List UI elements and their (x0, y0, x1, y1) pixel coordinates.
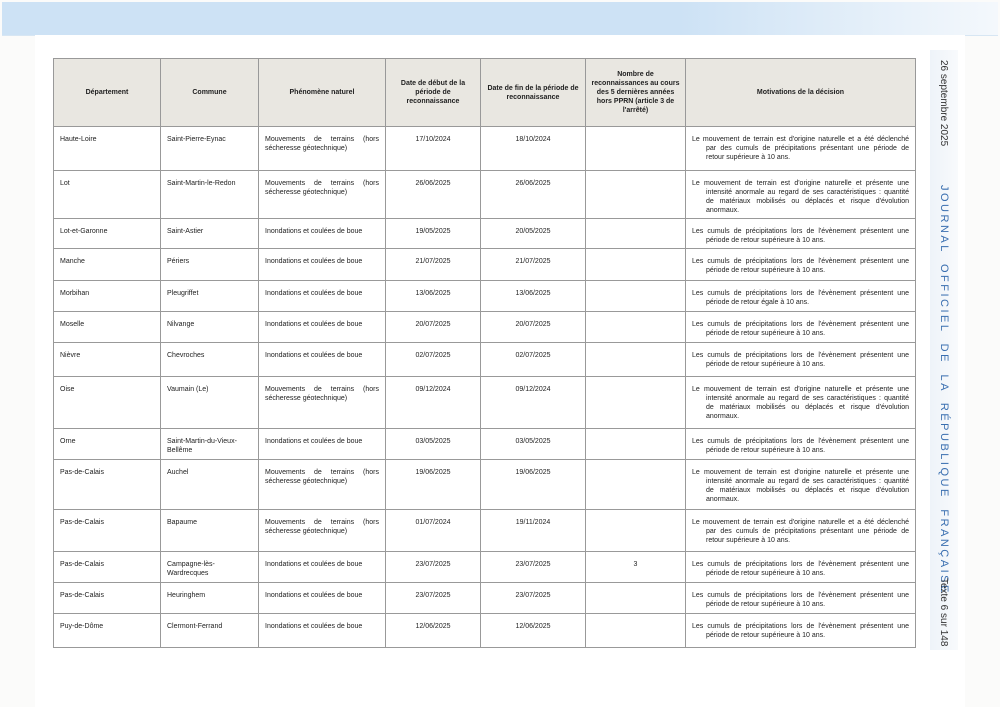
table-row (54, 343, 916, 377)
date-fin-cell: 23/07/2025 (481, 583, 586, 614)
departement-cell: Oise (54, 377, 161, 429)
header-nombre-reconnaissances: Nombre de reconnaissances au cours des 5 dernières années hors PPRN (article 3 de l'arrêté) (586, 59, 686, 127)
page-indicator: Texte 6 sur 148 (938, 578, 949, 647)
date-debut-cell: 26/06/2025 (386, 171, 481, 219)
nombre-cell (586, 510, 686, 552)
motivations-cell: Le mouvement de terrain est d'origine naturelle et présente une intensité anormale au regard de ses caractéristiques : quantité de matériaux mobilisés ou déplacés et risque d'évolution anormaux. (686, 377, 916, 429)
commune-cell: Saint-Pierre-Eynac (161, 127, 259, 171)
phenomene-cell: Inondations et coulées de boue (259, 343, 386, 377)
motivations-cell: Les cumuls de précipitations lors de l'évènement présentent une période de retour supérieure à 10 ans. (686, 249, 916, 281)
viewer-top-bar (2, 2, 998, 36)
motivations-cell: Les cumuls de précipitations lors de l'évènement présentent une période de retour égale à 10 ans. (686, 281, 916, 312)
motivations-cell: Les cumuls de précipitations lors de l'évènement présentent une période de retour supérieure à 10 ans. (686, 614, 916, 648)
publication-date: 26 septembre 2025 (938, 60, 949, 147)
phenomene-cell: Inondations et coulées de boue (259, 429, 386, 460)
commune-cell: Heuringhem (161, 583, 259, 614)
motivations-cell: Les cumuls de précipitations lors de l'évènement présentent une période de retour supérieure à 10 ans. (686, 583, 916, 614)
header-date-fin: Date de fin de la période de reconnaissance (481, 59, 586, 127)
departement-cell: Pas-de-Calais (54, 510, 161, 552)
date-fin-cell: 12/06/2025 (481, 614, 586, 648)
nombre-cell: 3 (586, 552, 686, 583)
nombre-cell (586, 127, 686, 171)
departement-cell: Pas-de-Calais (54, 583, 161, 614)
phenomene-cell: Inondations et coulées de boue (259, 312, 386, 343)
date-debut-cell: 23/07/2025 (386, 552, 481, 583)
motivations-cell: Le mouvement de terrain est d'origine naturelle et a été déclenché par des cumuls de précipitations présentant une période de retour supérieure à 10 ans. (686, 510, 916, 552)
nombre-cell (586, 583, 686, 614)
date-debut-cell: 17/10/2024 (386, 127, 481, 171)
table-row (54, 249, 916, 281)
commune-cell: Nilvange (161, 312, 259, 343)
catnat-table (53, 58, 916, 648)
table-row (54, 460, 916, 510)
departement-cell: Manche (54, 249, 161, 281)
departement-cell: Nièvre (54, 343, 161, 377)
motivations-cell: Les cumuls de précipitations lors de l'évènement présentent une période de retour supérieure à 10 ans. (686, 429, 916, 460)
date-debut-cell: 12/06/2025 (386, 614, 481, 648)
phenomene-cell: Mouvements de terrains (hors sécheresse géotechnique) (259, 510, 386, 552)
commune-cell: Pleugriffet (161, 281, 259, 312)
table-row (54, 583, 916, 614)
motivations-cell: Le mouvement de terrain est d'origine naturelle et présente une intensité anormale au regard de ses caractéristiques : quantité de matériaux mobilisés ou déplacés et risque d'évolution anormaux. (686, 171, 916, 219)
commune-cell: Périers (161, 249, 259, 281)
date-fin-cell: 09/12/2024 (481, 377, 586, 429)
phenomene-cell: Mouvements de terrains (hors sécheresse géotechnique) (259, 377, 386, 429)
date-fin-cell: 03/05/2025 (481, 429, 586, 460)
date-fin-cell: 19/06/2025 (481, 460, 586, 510)
date-fin-cell: 26/06/2025 (481, 171, 586, 219)
table-row (54, 312, 916, 343)
departement-cell: Puy-de-Dôme (54, 614, 161, 648)
date-debut-cell: 01/07/2024 (386, 510, 481, 552)
header-phenomene: Phénomène naturel (259, 59, 386, 127)
table-row (54, 510, 916, 552)
departement-cell: Lot (54, 171, 161, 219)
motivations-cell: Le mouvement de terrain est d'origine naturelle et présente une intensité anormale au regard de ses caractéristiques : quantité de matériaux mobilisés ou déplacés et risque d'évolution anormaux. (686, 460, 916, 510)
date-debut-cell: 23/07/2025 (386, 583, 481, 614)
departement-cell: Moselle (54, 312, 161, 343)
nombre-cell (586, 377, 686, 429)
commune-cell: Vaumain (Le) (161, 377, 259, 429)
nombre-cell (586, 171, 686, 219)
departement-cell: Orne (54, 429, 161, 460)
table-row (54, 429, 916, 460)
commune-cell: Campagne-lès-Wardrecques (161, 552, 259, 583)
date-fin-cell: 13/06/2025 (481, 281, 586, 312)
phenomene-cell: Inondations et coulées de boue (259, 249, 386, 281)
date-fin-cell: 21/07/2025 (481, 249, 586, 281)
phenomene-cell: Inondations et coulées de boue (259, 614, 386, 648)
nombre-cell (586, 249, 686, 281)
phenomene-cell: Mouvements de terrains (hors sécheresse géotechnique) (259, 460, 386, 510)
departement-cell: Pas-de-Calais (54, 552, 161, 583)
commune-cell: Saint-Martin-du-Vieux-Bellême (161, 429, 259, 460)
date-debut-cell: 19/06/2025 (386, 460, 481, 510)
nombre-cell (586, 429, 686, 460)
departement-cell: Pas-de-Calais (54, 460, 161, 510)
commune-cell: Chevroches (161, 343, 259, 377)
date-debut-cell: 13/06/2025 (386, 281, 481, 312)
date-fin-cell: 20/05/2025 (481, 219, 586, 249)
nombre-cell (586, 343, 686, 377)
phenomene-cell: Inondations et coulées de boue (259, 583, 386, 614)
nombre-cell (586, 219, 686, 249)
nombre-cell (586, 281, 686, 312)
table-row (54, 171, 916, 219)
phenomene-cell: Mouvements de terrains (hors sécheresse géotechnique) (259, 171, 386, 219)
nombre-cell (586, 614, 686, 648)
motivations-cell: Les cumuls de précipitations lors de l'évènement présentent une période de retour supérieure à 10 ans. (686, 343, 916, 377)
table-row (54, 552, 916, 583)
departement-cell: Morbihan (54, 281, 161, 312)
header-commune: Commune (161, 59, 259, 127)
departement-cell: Haute-Loire (54, 127, 161, 171)
phenomene-cell: Inondations et coulées de boue (259, 281, 386, 312)
phenomene-cell: Mouvements de terrains (hors sécheresse géotechnique) (259, 127, 386, 171)
commune-cell: Saint-Martin-le-Redon (161, 171, 259, 219)
departement-cell: Lot-et-Garonne (54, 219, 161, 249)
date-fin-cell: 02/07/2025 (481, 343, 586, 377)
date-debut-cell: 21/07/2025 (386, 249, 481, 281)
table-header-row (54, 59, 916, 127)
date-debut-cell: 02/07/2025 (386, 343, 481, 377)
motivations-cell: Les cumuls de précipitations lors de l'évènement présentent une période de retour supérieure à 10 ans. (686, 312, 916, 343)
nombre-cell (586, 312, 686, 343)
table-row (54, 219, 916, 249)
date-fin-cell: 19/11/2024 (481, 510, 586, 552)
date-debut-cell: 03/05/2025 (386, 429, 481, 460)
table-row (54, 281, 916, 312)
header-date-debut: Date de début de la période de reconnaissance (386, 59, 481, 127)
commune-cell: Saint-Astier (161, 219, 259, 249)
phenomene-cell: Inondations et coulées de boue (259, 219, 386, 249)
table-row (54, 614, 916, 648)
commune-cell: Auchel (161, 460, 259, 510)
date-debut-cell: 19/05/2025 (386, 219, 481, 249)
motivations-cell: Le mouvement de terrain est d'origine naturelle et a été déclenché par des cumuls de précipitations présentant une période de retour supérieure à 10 ans. (686, 127, 916, 171)
phenomene-cell: Inondations et coulées de boue (259, 552, 386, 583)
commune-cell: Clermont-Ferrand (161, 614, 259, 648)
table-row (54, 127, 916, 171)
header-departement: Département (54, 59, 161, 127)
header-motivations: Motivations de la décision (686, 59, 916, 127)
date-fin-cell: 20/07/2025 (481, 312, 586, 343)
motivations-cell: Les cumuls de précipitations lors de l'évènement présentent une période de retour supérieure à 10 ans. (686, 219, 916, 249)
date-debut-cell: 20/07/2025 (386, 312, 481, 343)
date-fin-cell: 18/10/2024 (481, 127, 586, 171)
date-fin-cell: 23/07/2025 (481, 552, 586, 583)
nombre-cell (586, 460, 686, 510)
date-debut-cell: 09/12/2024 (386, 377, 481, 429)
journal-title: JOURNAL OFFICIEL DE LA RÉPUBLIQUE FRANÇAISE (938, 185, 950, 595)
commune-cell: Bapaume (161, 510, 259, 552)
motivations-cell: Les cumuls de précipitations lors de l'évènement présentent une période de retour supérieure à 10 ans. (686, 552, 916, 583)
table-row (54, 377, 916, 429)
